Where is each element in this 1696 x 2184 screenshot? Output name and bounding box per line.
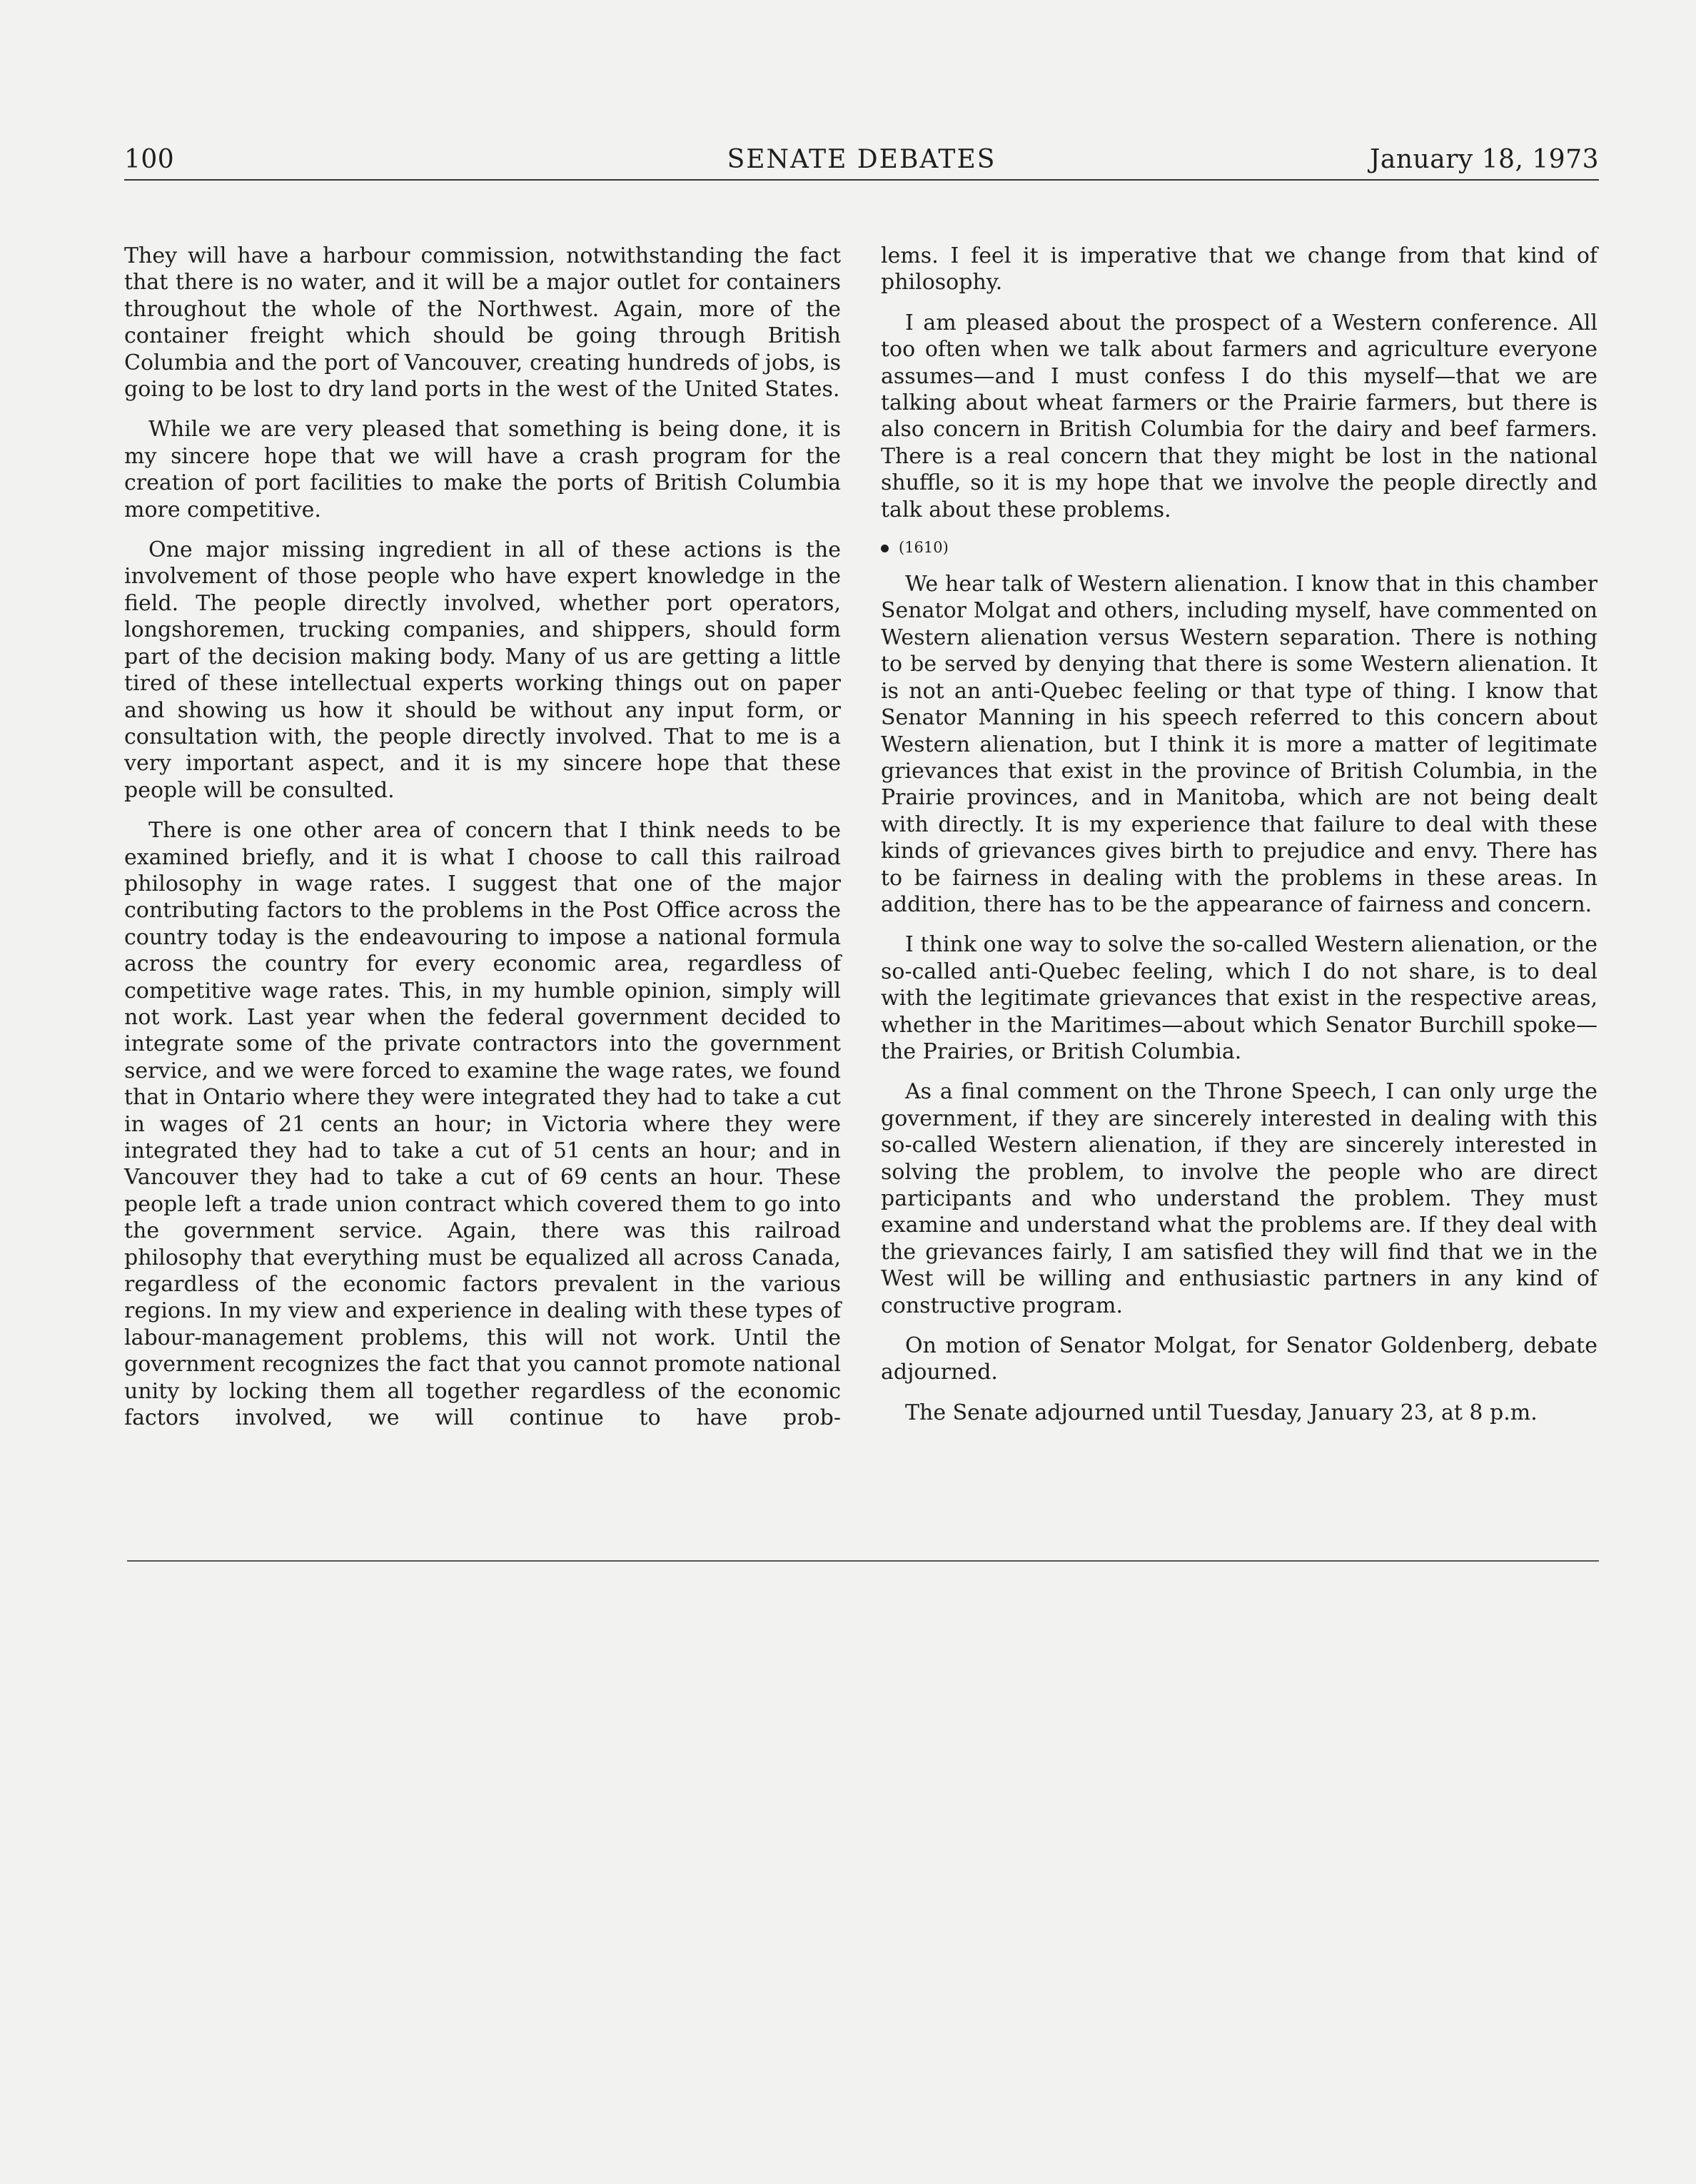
paragraph: The Senate adjourned until Tuesday, January 23, at 8 p.m.	[905, 1400, 1538, 1425]
running-title: SENATE DEBATES	[727, 145, 996, 174]
page-date: January 18, 1973	[1369, 145, 1599, 174]
left-column	[124, 243, 841, 1445]
paragraph: lems. I feel it is imperative that we change from that kind of philosophy.	[881, 243, 1597, 295]
bullet-icon	[881, 545, 889, 552]
time-marker-label: (1610)	[899, 539, 949, 557]
page-header	[124, 145, 1599, 181]
paragraph: One major missing ingredient in all of these actions is the involvement of those people who have expert knowledge in the field. The people directly involved, whether port operators, longshoremen, trucking companies, and shippers, should form part of the decision making body. Many of us are getting a little tired of these intellectual experts working things out on paper and showing us how it should be without any input form, or consultation with, the people directly involved. That to me is a very important aspect, and it is my sincere hope that these people will be consulted.	[124, 537, 841, 803]
header-rule	[124, 179, 1599, 181]
footer-rule	[127, 1560, 1599, 1562]
page-number: 100	[124, 145, 175, 174]
paragraph: There is one other area of concern that I think needs to be examined briefly, and it is what I choose to call this railroad philosophy in wage rates. I suggest that one of the major contributing factors to the problems in the Post Office across the country today is the endeavouring to impose a national formula across the country for every economic area, regardless of competitive wage rates. This, in my humble opinion, simply will not work. Last year when the federal government decided to integrate some of the private contractors into the government service, and we were forced to examine the wage rates, we found that in Ontario where they were integrated they had to take a cut in wages of 21 cents an hour; in Victoria where they were integrated they had to take a cut of 51 cents an hour; and in Vancouver they had to take a cut of 69 cents an hour. These people left a trade union contract which covered them to go into the government service. Again, there was this railroad philosophy that everything must be equalized all across Canada, regardless of the economic factors prevalent in the various regions. In my view and experience in dealing with these types of labour-management problems, this will not work. Until the government recognizes the fact that you cannot promote national unity by locking them all together regardless of the economic factors involved, we will continue to have prob-	[124, 818, 841, 1431]
paragraph: They will have a harbour commission, notwithstanding the fact that there is no water, and it will be a major outlet for containers throughout the whole of the Northwest. Again, more of the container freight which should be going through British Columbia and the port of Vancouver, creating hundreds of jobs, is going to be lost to dry land ports in the west of the United States.	[124, 243, 841, 403]
time-marker	[881, 537, 1597, 558]
right-column	[881, 243, 1597, 1440]
paragraph: We hear talk of Western alienation. I know that in this chamber Senator Molgat and others, including myself, have commented on Western alienation versus Western separation. There is nothing to be served by denying that there is some Western alienation. It is not an anti-Quebec feeling or that type of thing. I know that Senator Manning in his speech referred to this concern about Western alienation, but I think it is more a matter of legitimate grievances that exist in the province of British Columbia, in the Prairie provinces, and in Manitoba, which are not being dealt with directly. It is my experience that failure to deal with these kinds of grievances gives birth to prejudice and envy. There has to be fairness in dealing with the problems in these areas. In addition, there has to be the appearance of fairness and concern.	[881, 572, 1597, 917]
paragraph: While we are very pleased that something is being done, it is my sincere hope that we will have a crash program for the creation of port facilities to make the ports of British Columbia more competitive.	[124, 417, 841, 522]
paragraph: I think one way to solve the so-called Western alienation, or the so-called anti-Quebec feeling, which I do not share, is to deal with the legitimate grievances that exist in the respective areas, whether in the Maritimes—about which Senator Burchill spoke—the Prairies, or British Columbia.	[881, 932, 1597, 1064]
paragraph: I am pleased about the prospect of a Western conference. All too often when we talk about farmers and agriculture everyone assumes—and I must confess I do this myself—that we are talking about wheat farmers or the Prairie farmers, but there is also concern in British Columbia for the dairy and beef farmers. There is a real concern that they might be lost in the national shuffle, so it is my hope that we involve the people directly and talk about these problems.	[881, 310, 1597, 522]
paragraph: On motion of Senator Molgat, for Senator Goldenberg, debate adjourned.	[881, 1333, 1597, 1385]
paragraph: As a final comment on the Throne Speech, I can only urge the government, if they are sincerely interested in dealing with this so-called Western alienation, if they are sincerely interested in solving the problem, to involve the people who are direct participants and who understand the problem. They must examine and understand what the problems are. If they deal with the grievances fairly, I am satisfied they will find that we in the West will be willing and enthusiastic partners in any kind of constructive program.	[881, 1079, 1597, 1318]
